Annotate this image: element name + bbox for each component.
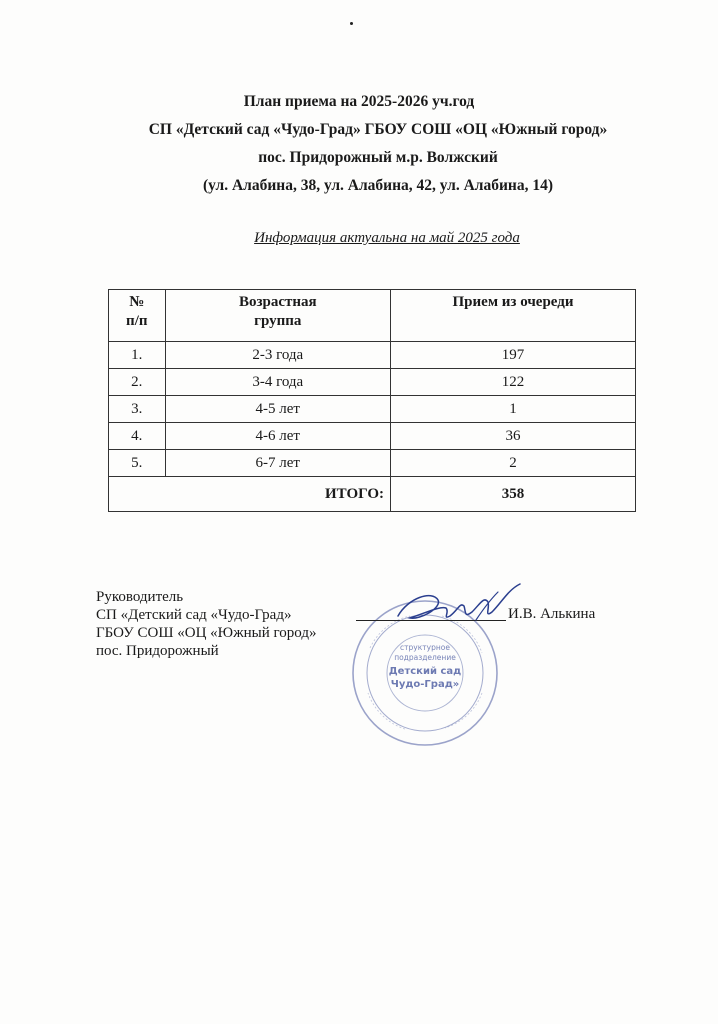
document-header	[0, 88, 718, 200]
row-number: 5.	[109, 450, 166, 477]
signature-block	[96, 588, 317, 660]
row-age-group: 4-6 лет	[165, 423, 390, 450]
header-number-line1: №	[129, 294, 145, 310]
intake-table	[108, 289, 636, 512]
row-intake: 122	[391, 369, 636, 396]
header-age-group	[165, 290, 390, 342]
total-value: 358	[391, 477, 636, 512]
row-age-group: 4-5 лет	[165, 396, 390, 423]
table-total-row	[109, 477, 636, 512]
table-row	[109, 342, 636, 369]
scan-speck	[350, 22, 353, 25]
row-number: 4.	[109, 423, 166, 450]
table-row	[109, 423, 636, 450]
row-number: 2.	[109, 369, 166, 396]
header-age-group-line2: группа	[254, 313, 302, 329]
header-title: План приема на 2025-2026 уч.год	[243, 93, 475, 110]
table-row	[109, 450, 636, 477]
row-age-group: 3-4 года	[165, 369, 390, 396]
header-number-line2: п/п	[126, 313, 148, 329]
stamp-text-2: подразделение	[394, 653, 456, 662]
actuality-note: Информация актуальна на май 2025 года	[254, 230, 520, 246]
stamp-text-3: Детский сад	[388, 666, 462, 677]
total-label: ИТОГО:	[109, 477, 391, 512]
signer-unit: СП «Детский сад «Чудо-Град»	[96, 607, 292, 623]
table-row	[109, 396, 636, 423]
signer-position: Руководитель	[96, 589, 184, 605]
row-intake: 1	[391, 396, 636, 423]
header-age-group-line1: Возрастная	[238, 294, 317, 310]
signer-name: И.В. Алькина	[508, 606, 596, 622]
table-row	[109, 369, 636, 396]
header-addresses: (ул. Алабина, 38, ул. Алабина, 42, ул. Алабина, 14)	[202, 177, 553, 194]
header-organization: СП «Детский сад «Чудо-Град» ГБОУ СОШ «ОЦ «Южный город»	[148, 121, 608, 138]
row-age-group: 2-3 года	[165, 342, 390, 369]
row-intake: 197	[391, 342, 636, 369]
header-number	[109, 290, 166, 342]
signer-locality: пос. Придорожный	[96, 643, 219, 659]
row-intake: 36	[391, 423, 636, 450]
stamp-text-1: структурное	[400, 643, 450, 652]
row-number: 1.	[109, 342, 166, 369]
signer-school: ГБОУ СОШ «ОЦ «Южный город»	[96, 625, 317, 641]
table-header-row	[109, 290, 636, 342]
header-locality: пос. Придорожный м.р. Волжский	[258, 149, 498, 166]
row-number: 3.	[109, 396, 166, 423]
row-age-group: 6-7 лет	[165, 450, 390, 477]
header-intake: Прием из очереди	[391, 290, 636, 342]
stamp-text-4: Чудо-Град»	[390, 679, 460, 690]
row-intake: 2	[391, 450, 636, 477]
